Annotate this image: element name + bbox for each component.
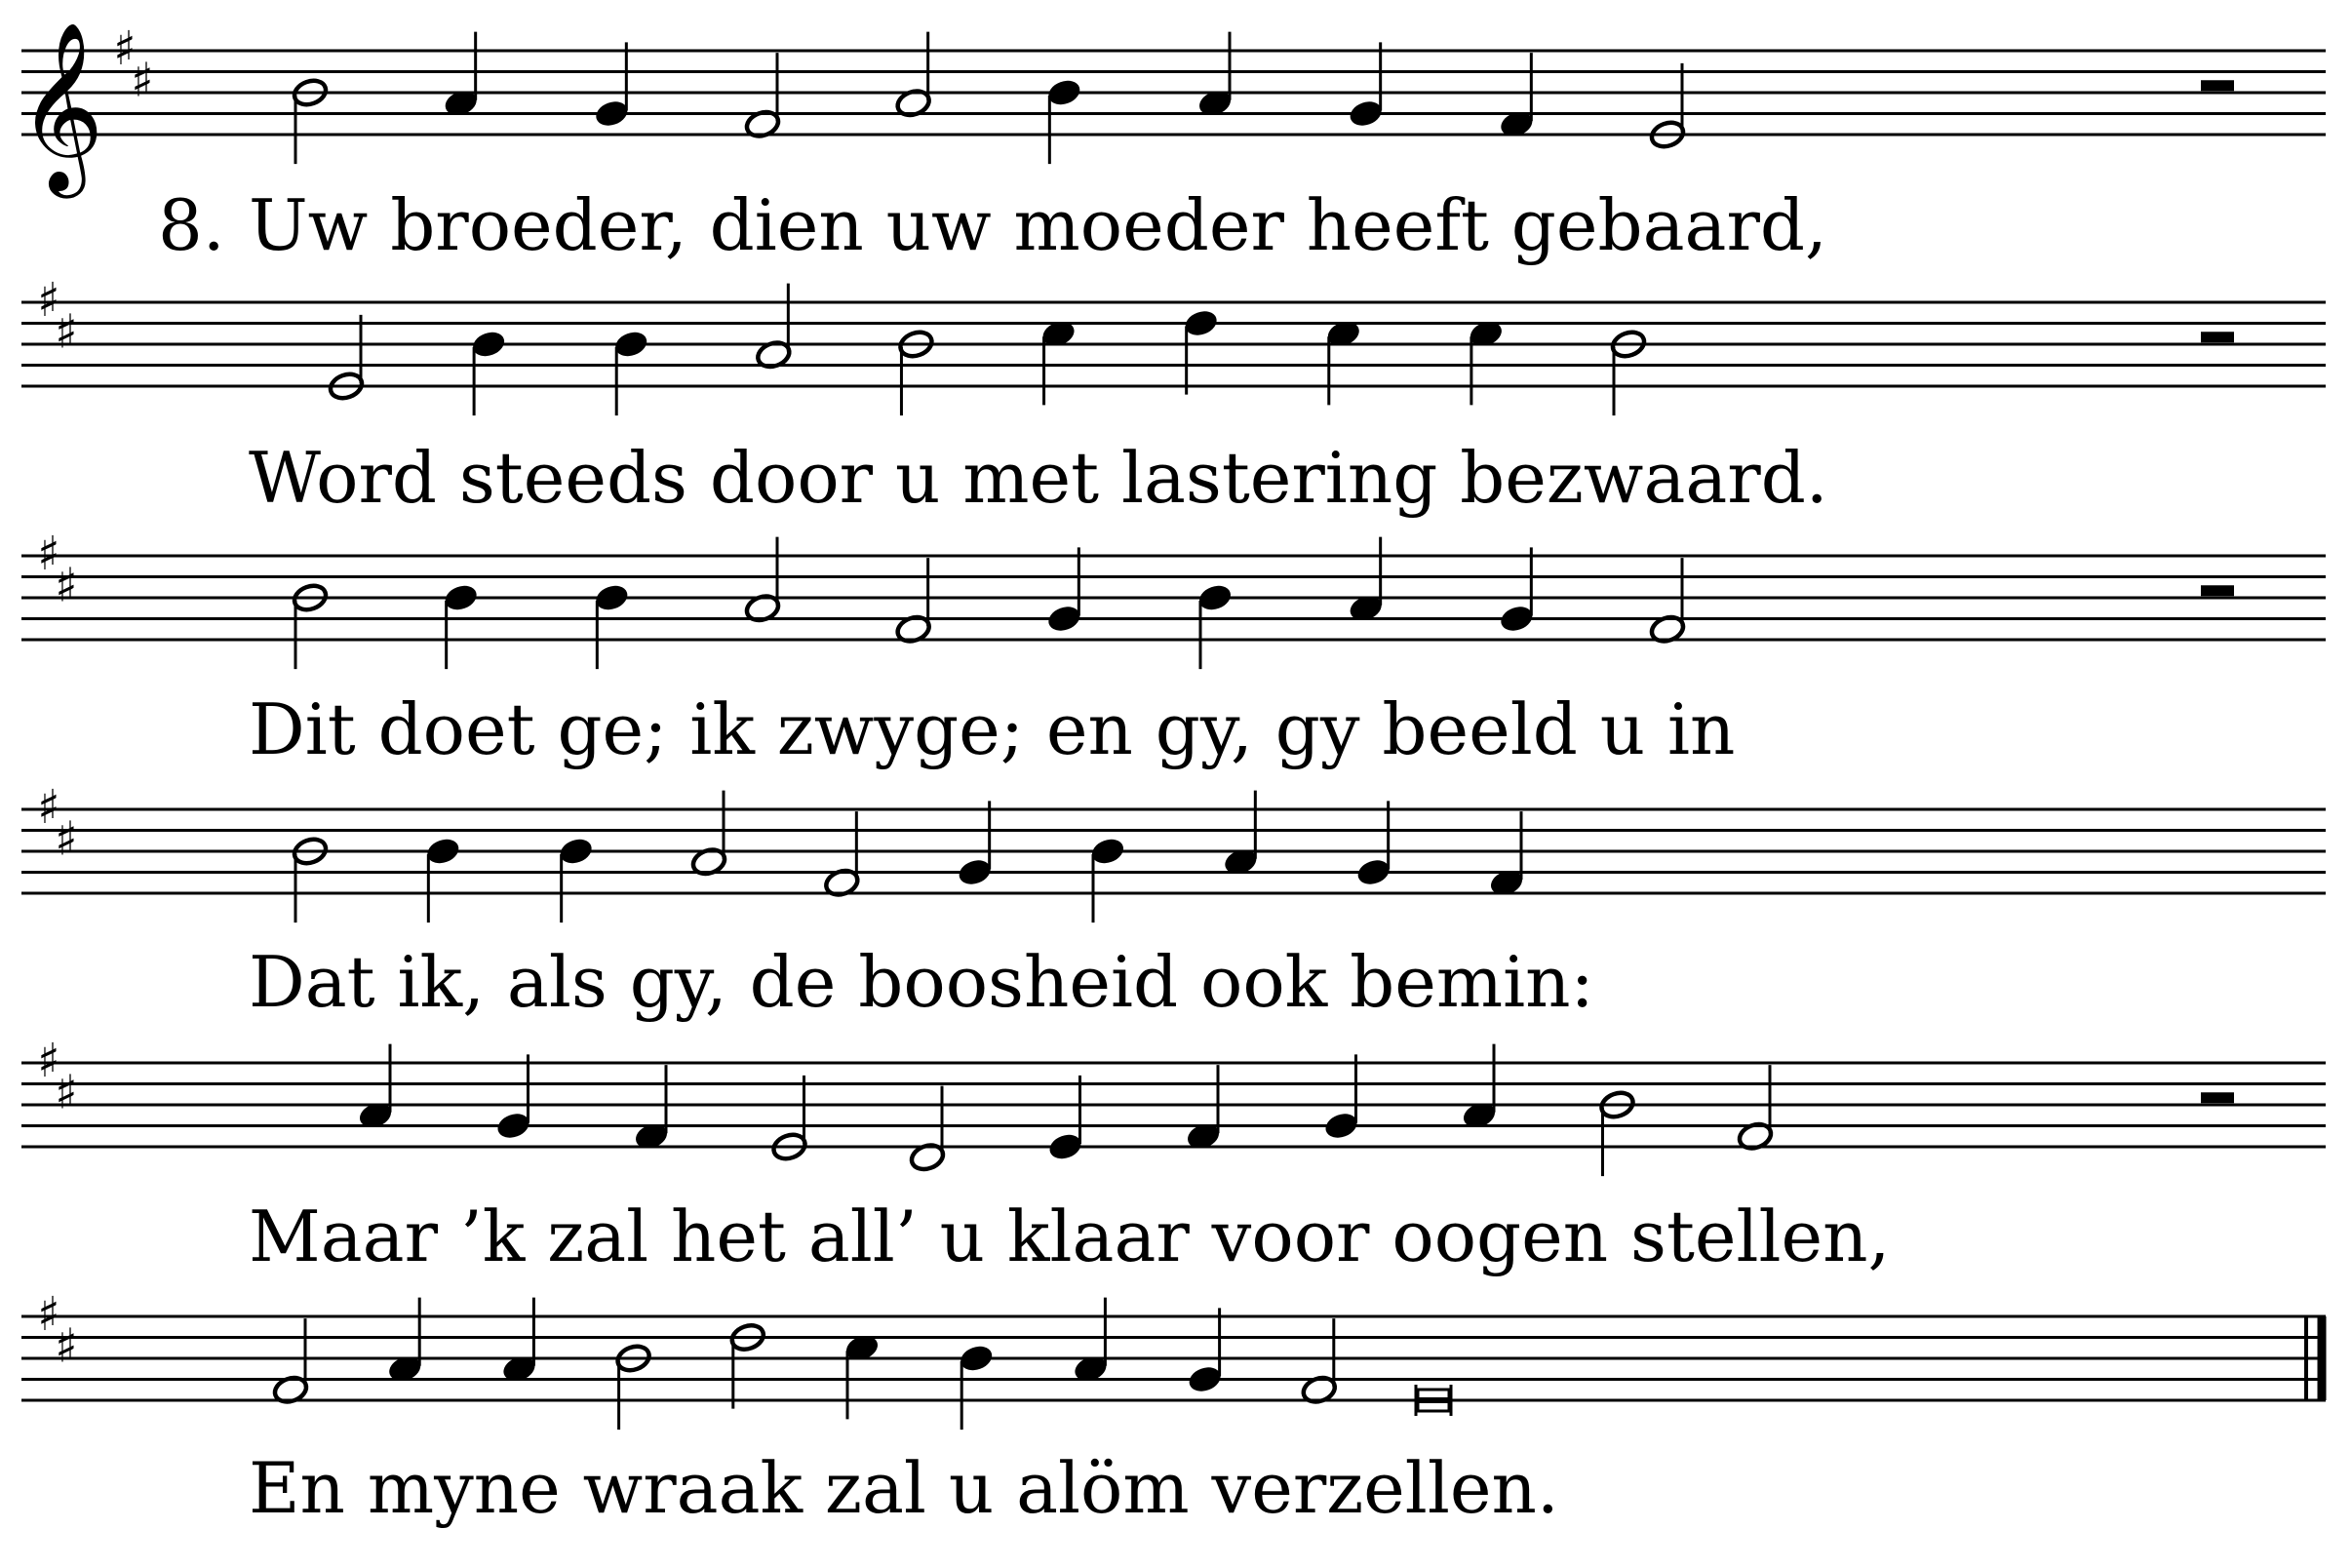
- note: [633, 1065, 671, 1153]
- lyric-line-2: Word steeds door u met lastering bezwaard.: [249, 437, 1828, 519]
- note: [424, 836, 462, 923]
- note: [1045, 547, 1083, 635]
- sharp-icon: ♯: [55, 811, 78, 867]
- note: [843, 1332, 882, 1420]
- sharp-icon: ♯: [37, 780, 60, 835]
- note: [1416, 1385, 1451, 1416]
- note: [292, 836, 330, 923]
- note: [557, 836, 595, 923]
- note: [1089, 836, 1127, 923]
- half-rest-icon: [2201, 332, 2234, 342]
- lyric-line-4: Dat ik, als gy, de boosheid ook bemin:: [249, 941, 1594, 1023]
- note: [442, 32, 480, 120]
- sharp-icon: ♯: [131, 53, 154, 108]
- note: [1186, 1308, 1224, 1395]
- note: [958, 1343, 996, 1431]
- note: [292, 582, 330, 670]
- note: [442, 582, 480, 670]
- sharp-icon: ♯: [55, 1318, 78, 1374]
- staff-system-5: [21, 1034, 2326, 1176]
- note: [612, 329, 650, 416]
- half-rest-icon: [2201, 80, 2234, 91]
- note: [956, 801, 994, 888]
- lyric-line-6: En myne wraak zal u alöm verzellen.: [249, 1447, 1559, 1529]
- note: [1649, 63, 1687, 151]
- note: [494, 1054, 532, 1142]
- note: [1498, 547, 1536, 635]
- note: [1222, 791, 1260, 879]
- note: [755, 284, 793, 372]
- treble-clef-icon: 𝄞: [18, 21, 104, 191]
- note: [909, 1086, 947, 1174]
- note: [1196, 582, 1235, 670]
- note: [292, 77, 330, 165]
- note: [386, 1298, 424, 1386]
- staff-system-1: [18, 21, 2326, 199]
- staff-system-3: [21, 527, 2326, 669]
- note: [328, 315, 366, 403]
- note: [744, 537, 782, 625]
- staff-system-4: [21, 780, 2326, 922]
- note: [897, 329, 935, 416]
- note: [1039, 318, 1078, 406]
- note: [823, 811, 861, 899]
- note: [728, 1321, 766, 1409]
- note: [1072, 1298, 1110, 1386]
- note: [593, 42, 631, 130]
- verse-number: 8.: [158, 184, 225, 266]
- sharp-icon: ♯: [55, 1065, 78, 1120]
- sharp-icon: ♯: [37, 1287, 60, 1342]
- note: [770, 1076, 808, 1163]
- sharp-icon: ♯: [37, 1034, 60, 1088]
- note: [614, 1343, 652, 1431]
- sharp-icon: ♯: [37, 527, 60, 581]
- note: [1196, 32, 1235, 120]
- note: [1610, 329, 1648, 416]
- note: [1354, 801, 1392, 888]
- staff-system-2: [21, 273, 2326, 415]
- note: [744, 53, 782, 140]
- lyric-line-1: Uw broeder, dien uw moeder heeft gebaard,: [249, 184, 1827, 266]
- note: [593, 582, 631, 670]
- note: [1322, 1054, 1360, 1142]
- note: [894, 32, 932, 120]
- note: [1347, 42, 1385, 130]
- note: [1324, 318, 1362, 406]
- note: [500, 1298, 538, 1386]
- note: [1300, 1318, 1338, 1406]
- staff-system-6: [21, 1287, 2326, 1430]
- lyric-line-3: Dit doet ge; ik zwyge; en gy, gy beeld u in: [249, 688, 1736, 770]
- sharp-icon: ♯: [113, 21, 137, 76]
- note: [1182, 307, 1220, 395]
- note: [1649, 558, 1687, 646]
- note: [1467, 318, 1505, 406]
- sharp-icon: ♯: [37, 273, 60, 328]
- note: [1046, 1076, 1084, 1163]
- note: [1737, 1065, 1775, 1153]
- note: [894, 558, 932, 646]
- note: [357, 1044, 395, 1132]
- half-rest-icon: [2201, 585, 2234, 596]
- sharp-icon: ♯: [55, 558, 78, 613]
- sharp-icon: ♯: [55, 304, 78, 360]
- note: [272, 1318, 310, 1406]
- note: [1461, 1044, 1499, 1132]
- lyric-line-5: Maar ’k zal het all’ u klaar voor oogen stellen,: [249, 1196, 1891, 1277]
- note: [690, 791, 728, 879]
- note: [1185, 1065, 1223, 1153]
- note: [1045, 77, 1083, 165]
- note: [1498, 53, 1536, 140]
- note: [1488, 811, 1526, 899]
- half-rest-icon: [2201, 1092, 2234, 1103]
- note: [1347, 537, 1385, 625]
- note: [1598, 1089, 1636, 1177]
- note: [470, 329, 508, 416]
